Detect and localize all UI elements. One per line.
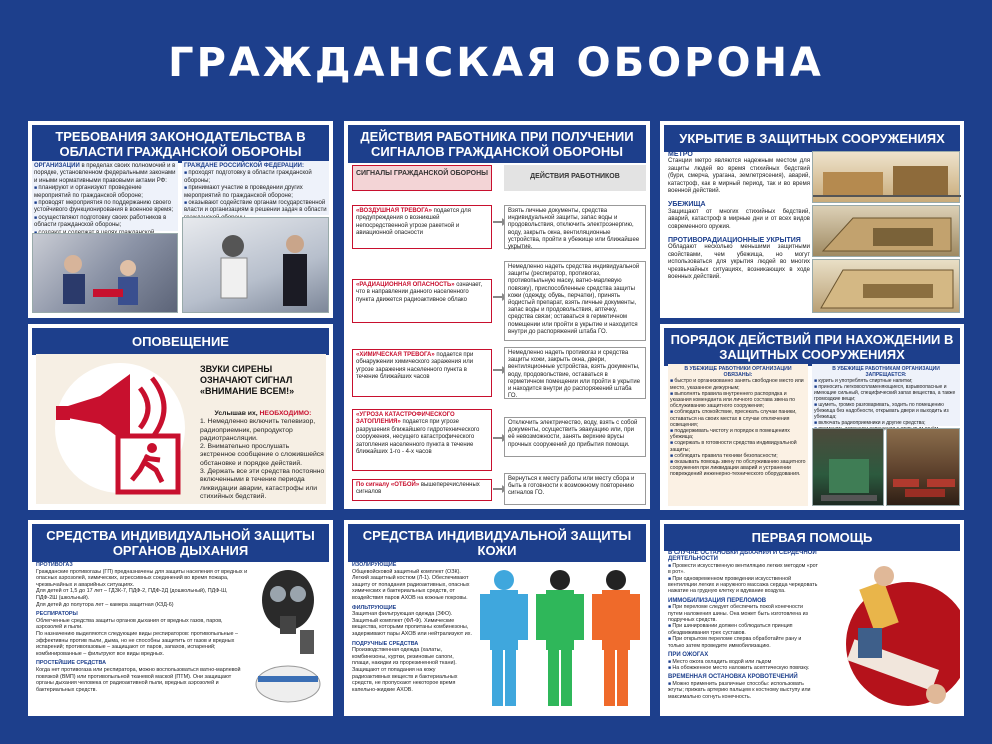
panel-signals-head: ДЕЙСТВИЯ РАБОТНИКА ПРИ ПОЛУЧЕНИИ СИГНАЛОВ ГРАЖДАНСКОЙ ОБОРОНЫ	[348, 125, 646, 163]
action-all-clear: Вернуться к месту работы или месту сбора и быть в готовности к возможному повторению сигналов ГО.	[504, 473, 646, 505]
panel-aid-head: ПЕРВАЯ ПОМОЩЬ	[664, 524, 960, 551]
panel-skin-head: СРЕДСТВА ИНДИВИДУАЛЬНОЙ ЗАЩИТЫ КОЖИ	[348, 524, 646, 562]
protective-suits-icon	[474, 564, 646, 712]
panel-order	[660, 324, 964, 510]
signal-flood: «УГРОЗА КАТАСТРОФИЧЕСКОГО ЗАТОПЛЕНИЯ» подается при угрозе разрушения ближайшего гидротехнического сооружения, несущего катастрофического затопления населенного пункта в течение ближайших 1-го - 4-х часов	[352, 409, 492, 471]
bunker-illustration	[812, 205, 960, 257]
signal-radiation: «РАДИАЦИОННАЯ ОПАСНОСТЬ» означает, что в направлении данного населенного пункта движется радиоактивное облако	[352, 279, 492, 323]
col-signals-head: СИГНАЛЫ ГРАЖДАНСКОЙ ОБОРОНЫ	[352, 165, 492, 191]
action-flood: Отключить электричество, воду, взять с собой документы, осуществить эвакуацию или, при её невозможности, занять верхние врусы прочных сооружений до прибытия помощи.	[504, 417, 646, 457]
megaphone-icon	[40, 358, 198, 498]
aid-illustration-bg	[808, 554, 960, 712]
panel-law	[28, 121, 333, 318]
panel-respiratory	[28, 520, 333, 716]
respiratory-text: ПРОТИВОГАЗ Гражданские противогазы (ГП) предназначены для защиты населения от вредных и опасных аэрозолей, химических, агрессивных соединений во время пожара, чрезвычайных и аварийных ситуациях. Для детей от 1,5 до 17 лет – ГДЗК-7, ПДФ-2, ПДФ-2Д (дошкольный), ПДФ-Ш, ПДФ-2Ш (школьный). Для детей до полутора лет – камера защитная (КЗД-6) РЕСПИРАТОРЫ Облегченные средства защиты органов дыхания от вредных газов, паров, аэрозолей и пыли. По назначению выделяются следующие виды респираторов: противопыльные – эффективны против пыли, дыма, но не способны защитить от газов и вредных испарений; противогазовые – защищают от паров, запахов, испарений; комбинированные – фильтруют все виды вредных. ПРОСТЕЙШИЕ СРЕДСТВА Когда нет противогаза или респиратора, можно воспользоваться ватно-марлевой повязкой (ВМП) или противопыльной тканевой маской (ПТМ). Они защищают органы дыхания человека от радиоактивной пыли, вредных аэрозолей и бактериальных средств.	[36, 562, 248, 693]
arrow-icon	[493, 437, 503, 439]
metro-illustration	[812, 151, 960, 203]
people-training-icon	[33, 234, 179, 314]
signal-chemical: «ХИМИЧЕСКАЯ ТРЕВОГА» подается при обнаружении химического заражения или угрозе заражения населенного пункта в течение ближайших часов	[352, 349, 492, 397]
gas-mask-drill-icon	[183, 218, 330, 314]
panel-law-head: ТРЕБОВАНИЯ ЗАКОНОДАТЕЛЬСТВА В ОБЛАСТИ ГРАЖДАНСКОЙ ОБОРОНЫ	[32, 125, 329, 163]
metro-station-icon	[813, 152, 961, 204]
shelter-interior-photo-1	[812, 428, 884, 506]
shelter-text: МЕТРО Станции метро являются надежным местом для защиты людей во время стихийных бедствий (бури, смерча, урагана, землетрясения), аварий, катастроф, как в мирный период, так и во время военной действий. УБЕЖИЩА Защищают от многих стихийных бедствий, аварий, катастроф в мирные дни и от всех видов современного оружия. ПРОТИВОРАДИАЦИОННЫЕ УКРЫТИЯ Обладают несколько меньшими защитными свойствами, чем убежища, но могут использоваться для укрытия людей во многих чрезвычайных ситуациях, возникающих в ходе военных действий.	[668, 151, 810, 281]
arrow-icon	[493, 369, 503, 371]
panel-shelter	[660, 121, 964, 318]
page-title: ГРАЖДАНСКАЯ ОБОРОНА	[168, 40, 824, 86]
action-air-raid: Взять личные документы, средства индивидуальной защиты, запас воды и продовольствия, отключить электроэнергию, воду, закрыть окна, вентиляционные устройства, пройти в убежище или ближайшее укрытие.	[504, 205, 646, 249]
panel-skin	[344, 520, 650, 716]
action-chemical: Немедленно надеть противогаз и средства защиты кожи, закрыть окна, двери, вентиляционные устройства, взять документы, воду, продовольствие, оставаться в герметичном помещении или пройти в укрытие и находится внутри до распоряжений штаба ГО.	[504, 347, 646, 399]
signal-all-clear: По сигналу «ОТБОЙ» вышеперечисленных сигналов	[352, 479, 492, 501]
action-radiation: Немедленно надеть средства индивидуальной защиты (респиратор, противогаз, противопыльную маску, ватно-марлевую повязку), приспособленные средства защиты кожи (одежду, обувь, перчатки), принять йодистый препарат, взять личные документы, запас воды и продовольствия, аптечку, средства связи; оставаться в герметичном помещении или пройти в укрытие и находится внутри до распоряжений штаба ГО.	[504, 261, 646, 341]
panel-alert	[28, 324, 333, 510]
alert-instructions: Услышав их, НЕОБХОДИМО: 1. Немедленно включить телевизор, радиоприемник, репродуктор радиотрансляции. 2. Внимательно прослушать экстренное сообщение о сложившейся обстановке и порядке действий. 3. Держать все эти средства постоянно включенными в течение периода ликвидации аварии, катастрофы или стихийных бедствий.	[200, 410, 325, 500]
panel-respiratory-head: СРЕДСТВА ИНДИВИДУАЛЬНОЙ ЗАЩИТЫ ОРГАНОВ ДЫХАНИЯ	[32, 524, 329, 562]
protective-suits-image	[474, 564, 646, 712]
siren-caption: ЗВУКИ СИРЕНЫ ОЗНАЧАЮТ СИГНАЛ «ВНИМАНИЕ ВСЕМ!»	[200, 364, 295, 396]
col-actions-head: ДЕЙСТВИЯ РАБОТНИКОВ	[504, 165, 646, 191]
training-photo-right	[182, 217, 329, 313]
gas-mask-image	[250, 564, 328, 712]
arrow-icon	[493, 296, 503, 298]
panel-signals	[344, 121, 650, 509]
gas-mask-icon	[250, 564, 328, 712]
panel-alert-head: ОПОВЕЩЕНИЕ	[32, 328, 329, 355]
signal-air-raid: «ВОЗДУШНАЯ ТРЕВОГА» подается для предупреждения о возникшей непосредственной угрозе ракетной и авиационной опасности	[352, 205, 492, 249]
cpr-illustration-icon	[808, 554, 960, 712]
siren-graphic	[40, 358, 198, 498]
panel-aid	[660, 520, 964, 716]
radiation-shelter-illustration	[812, 259, 960, 313]
cellar-shelter-icon	[813, 260, 961, 314]
shelter-benches-icon	[887, 429, 961, 507]
panel-shelter-head: УКРЫТИЕ В ЗАЩИТНЫХ СООРУЖЕНИЯХ	[664, 125, 960, 152]
skin-text: ИЗОЛИРУЮЩИЕ Общевойсковой защитный комплект (ОЗК). Легкий защитный костюм (Л-1). Обеспечивают защиту от попадания радиоактивных, опасных химических и бактериальных средств, от воздействия паров АХОВ на кожные покровы. ФИЛЬТРУЮЩИЕ Защитная фильтрующая одежда (ЗФО). Защитный комплект (ФЛ-Ф). Химические вещества, которыми пропитаны комбинезоны, задерживают пары АХОВ или нейтрализуют их. ПОДРУЧНЫЕ СРЕДСТВА Производственная одежда (халаты, комбинезоны, куртки, резиновые сапоги, плащи, накидки из прорезиненной ткани). Защищают от попадания на кожу радиоактивных веществ и бактериальных средств, не пропускают некоторое время капельно-жидкие АХОВ.	[352, 562, 472, 693]
shelter-interior-photo-2	[886, 428, 960, 506]
arrow-icon	[493, 488, 503, 490]
panel-order-head: ПОРЯДОК ДЕЙСТВИЙ ПРИ НАХОЖДЕНИИ В ЗАЩИТНЫХ СООРУЖЕНИЯХ	[664, 328, 960, 366]
order-must: В УБЕЖИЩЕ РАБОТНИКИ ОРГАНИЗАЦИИ ОБЯЗАНЫ: ■ быстро и организованно занять свободное место или место, указанное дежурным; ■ выполнять правила внутреннего распорядка и указания коменданта или личного состава звена по обслуживанию защитного сооружения; ■ соблюдать спокойствие, пресекать случаи паники, оставаться на своих местах в случае отключения освещения; ■ поддерживать чистоту и порядок в помещениях убежища; ■ содержать в готовности средства индивидуальной защиты; ■ соблюдать правила техники безопасности; ■ оказывать помощь звену по обслуживанию защитного сооружения при ликвидации аварий и устранении повреждений инженерно-технического оборудования.	[668, 364, 808, 506]
aid-text: В СЛУЧАЕ ОСТАНОВКИ ДЫХАНИЯ И СЕРДЕЧНОЙ ДЕЯТЕЛЬНОСТИ ■ Провести искусственную вентиляцию легких методом «рот в рот». ■ При одновременном проведении искусственной вентиляции легких и наружного массажа сердца чередовать нажатие на грудную клетку и вдувание воздуха. ИММОБИЛИЗАЦИЯ ПЕРЕЛОМОВ ■ При переломе следует обеспечить покой конечности путем наложения шины. Она может быть изготовлена из подручных средств. ■ При шинировании должен соблюдаться принцип обездвиживания трех суставов. ■ При открытом переломе сперва обработайте рану и только затем проведите иммобилизацию. ПРИ ОЖОГАХ ■ Место ожога охладить водой или льдом ■ На обожженное место наложить асептическую повязку. ВРЕМЕННАЯ ОСТАНОВКА КРОВОТЕЧЕНИЙ ■ Можно применить различные способы: использовать жгуты; прижать артерию пальцем к костному выступу или максимально согнуть конечность.	[668, 550, 818, 712]
law-organizations: ОРГАНИЗАЦИИ в пределах своих полномочий и в порядке, установленном федеральными законами и иными нормативными правовыми актами РФ: ■ планируют и организуют проведение мероприятий по гражданской обороне; ■ проводят мероприятия по поддержанию своего устойчивого функционирования в военное время; ■ осуществляют подготовку своих работников в области гражданской обороны; ■	[32, 161, 178, 231]
training-photo-left	[32, 233, 178, 313]
arrow-icon	[493, 221, 503, 223]
shelter-machinery-icon	[813, 429, 885, 507]
order-forbid: В УБЕЖИЩЕ РАБОТНИКАМ ОРГАНИЗАЦИИ ЗАПРЕЩАЕТСЯ: ■ курить и употреблять спиртные напитки; ■ приносить легковоспламеняющиеся, взрывоопасные и имеющие сильный, специфический запах вещества, а также громоздкие вещи; ■ шуметь, громко разговаривать, ходить по помещению убежища без надобности, открывать двери и выходить из убежища; ■ включать радиоприемники и другие средства; ■	[812, 364, 960, 426]
law-citizens: ГРАЖДАНЕ РОССИЙСКОЙ ФЕДЕРАЦИИ: ■ проходят подготовку в области гражданской обороны; ■ принимают участие в проведении других мероприятий по гражданской обороне; ■ оказывают содействие органам государственной власти и организациям в решении задач в области	[182, 161, 329, 215]
bunker-icon	[813, 206, 961, 258]
